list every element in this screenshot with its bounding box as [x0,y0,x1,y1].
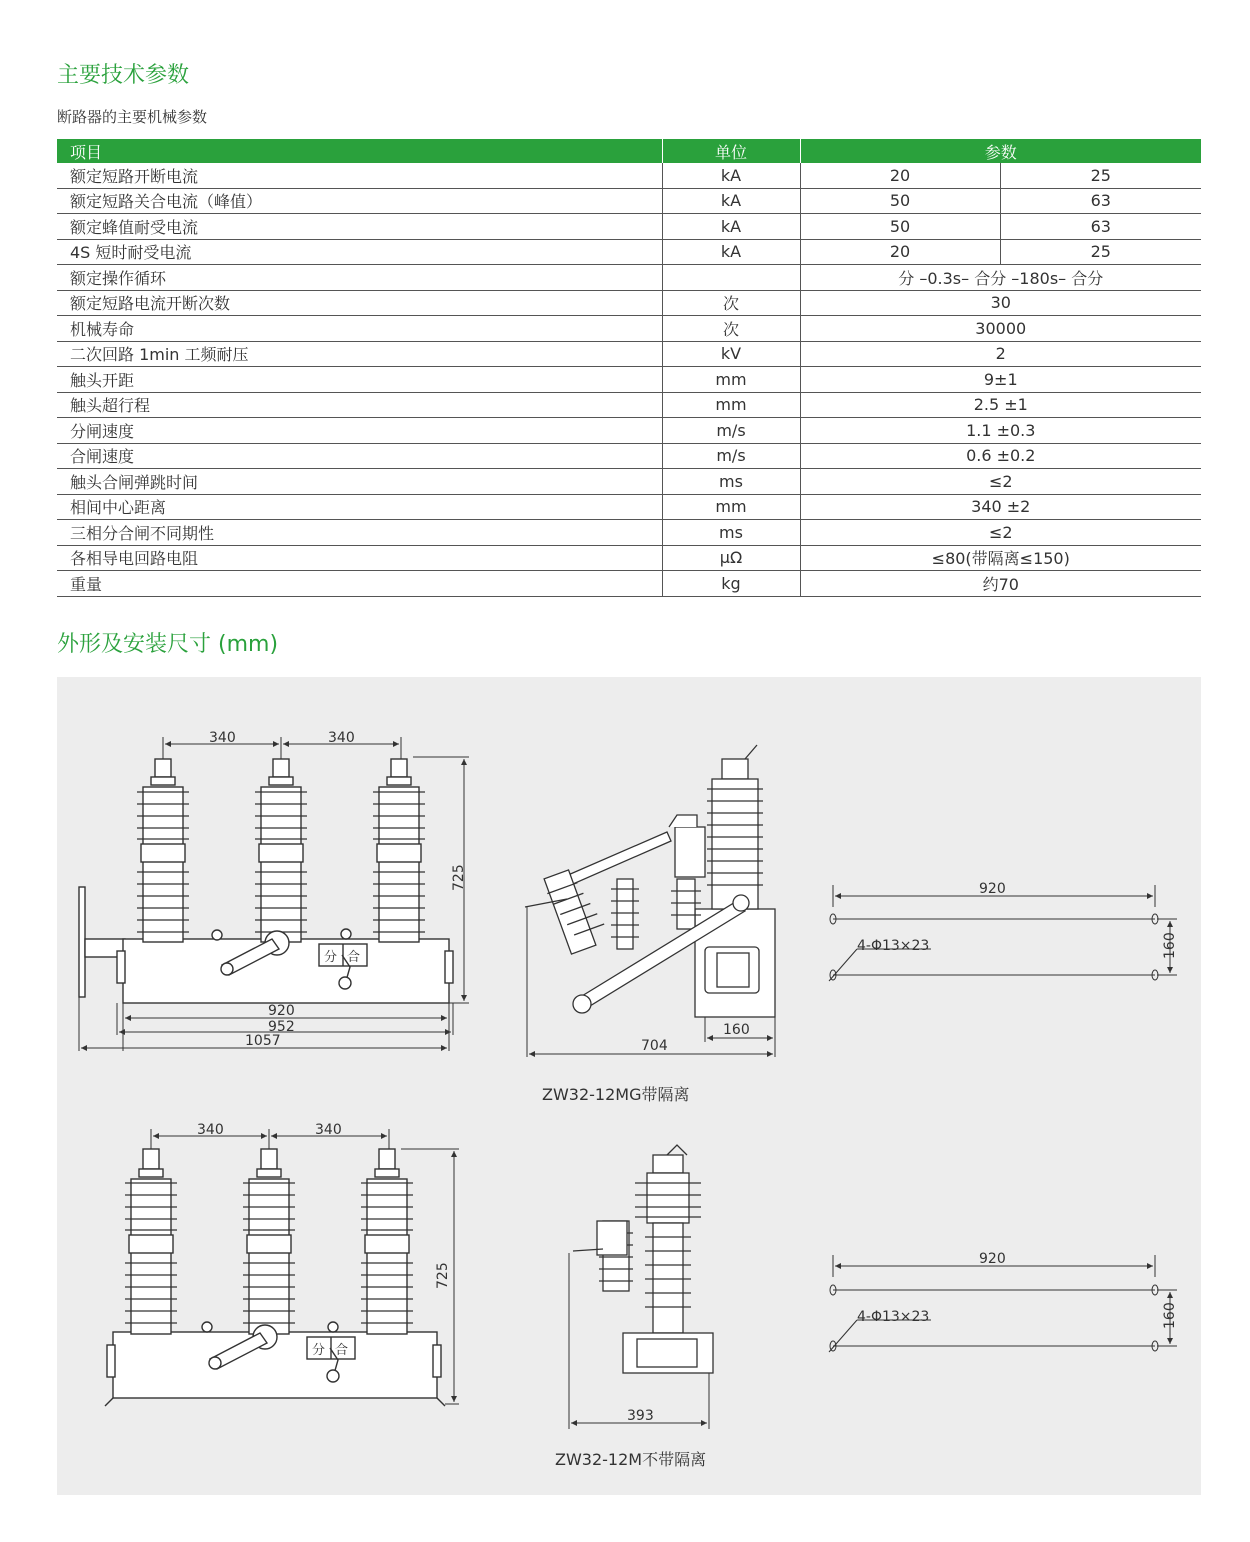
row-value: 1.1 ±0.3 [800,418,1201,444]
row-value-20ka: 20 [800,163,1000,188]
row-unit: kA [662,214,800,240]
dimensions-title: 外形及安装尺寸 (mm) [57,632,279,657]
row-item-label: 机械寿命 [57,316,662,342]
table-row [57,571,1201,597]
row-value: 2.5 ±1 [800,392,1201,418]
parameters-table [57,139,1201,597]
row-item-label: 分闸速度 [57,418,662,444]
row-item-label: 重量 [57,571,662,597]
row-value: 30 [800,290,1201,316]
row-unit: kg [662,571,800,597]
front-view-mg [79,759,453,1003]
row-unit: ms [662,469,800,495]
pole-6 [365,1149,409,1334]
row-unit: kV [662,341,800,367]
header-param: 参数 [800,139,1201,163]
close-label-2: 合 [335,1343,349,1358]
header-item: 项目 [57,139,662,163]
dim-height: 725 [451,864,467,891]
row-value-20ka: 50 [800,188,1000,214]
row-value-25ka: 25 [1000,239,1201,265]
row-value-25ka: 63 [1000,214,1201,240]
caption-m: ZW32-12M不带隔离 [555,1450,707,1469]
row-value-20ka: 20 [800,239,1000,265]
pole-1 [141,759,185,942]
front-view-m [105,1149,445,1406]
open-label: 分 [324,950,338,965]
row-unit: 次 [662,290,800,316]
table-header-row [57,139,1201,163]
row-unit [662,265,800,291]
table-row [57,469,1201,495]
dim-pitch-3: 340 [197,1122,224,1138]
row-unit: m/s [662,418,800,444]
dim-height-2: 725 [435,1262,451,1289]
dim-920: 920 [268,1003,295,1019]
pole-5 [247,1149,291,1334]
row-unit: 次 [662,316,800,342]
row-item-label: 额定短路关合电流（峰值） [57,188,662,214]
close-label: 合 [347,950,361,965]
hole-spec-1: 4-Φ13×23 [857,938,930,954]
pole-4 [129,1149,173,1334]
row-item-label: 各相导电回路电阻 [57,545,662,571]
row-unit: kA [662,188,800,214]
row-item-label: 相间中心距离 [57,494,662,520]
caption-mg: ZW32-12MG带隔离 [542,1085,690,1104]
dim-393: 393 [627,1408,654,1424]
table-row [57,290,1201,316]
pole-3 [377,759,421,942]
dim-952: 952 [268,1019,295,1035]
row-value: ≤2 [800,520,1201,546]
drawing-panel [57,677,1201,1495]
hole-span-1: 920 [979,881,1006,897]
hole-pitch-2: 160 [1162,1302,1178,1329]
table-row [57,545,1201,571]
row-value-25ka: 25 [1000,163,1201,188]
open-label-2: 分 [312,1343,326,1358]
row-value: 340 ±2 [800,494,1201,520]
row-value-20ka: 50 [800,214,1000,240]
hole-span-2: 920 [979,1251,1006,1267]
hole-spec-2: 4-Φ13×23 [857,1309,930,1325]
hole-pitch-1: 160 [1162,932,1178,959]
table-subtitle: 断路器的主要机械参数 [57,108,208,126]
table-row [57,214,1201,240]
row-item-label: 触头超行程 [57,392,662,418]
table-row [57,188,1201,214]
row-unit: kA [662,239,800,265]
dim-pitch-2: 340 [328,730,355,746]
row-item-label: 额定短路电流开断次数 [57,290,662,316]
row-item-label: 二次回路 1min 工频耐压 [57,341,662,367]
row-item-label: 4S 短时耐受电流 [57,239,662,265]
dim-side-160: 160 [723,1022,750,1038]
row-unit: ms [662,520,800,546]
table-row [57,163,1201,188]
dim-1057: 1057 [245,1033,281,1049]
row-item-label: 合闸速度 [57,443,662,469]
row-item-label: 额定短路开断电流 [57,163,662,188]
row-value: 2 [800,341,1201,367]
dim-pitch-1: 340 [209,730,236,746]
row-item-label: 触头合闸弹跳时间 [57,469,662,495]
row-value: 0.6 ±0.2 [800,443,1201,469]
row-item-label: 三相分合闸不同期性 [57,520,662,546]
row-unit: mm [662,494,800,520]
dim-pitch-4: 340 [315,1122,342,1138]
section-title: 主要技术参数 [57,63,190,88]
table-row [57,392,1201,418]
row-value: 9±1 [800,367,1201,393]
table-row [57,520,1201,546]
row-unit: mm [662,392,800,418]
row-value-25ka: 63 [1000,188,1201,214]
pole-2 [259,759,303,942]
table-row [57,239,1201,265]
hole-pattern-1 [829,885,1177,981]
table-row [57,367,1201,393]
row-value: 分 –0.3s– 合分 –180s– 合分 [800,265,1201,291]
row-value: 30000 [800,316,1201,342]
row-value: 约70 [800,571,1201,597]
table-row [57,316,1201,342]
header-unit: 单位 [662,139,800,163]
table-row [57,494,1201,520]
row-item-label: 触头开距 [57,367,662,393]
row-value: ≤2 [800,469,1201,495]
row-item-label: 额定操作循环 [57,265,662,291]
row-unit: kA [662,163,800,188]
row-unit: μΩ [662,545,800,571]
table-row [57,418,1201,444]
table-row [57,341,1201,367]
row-unit: m/s [662,443,800,469]
side-view-m [573,1145,713,1373]
hole-pattern-2 [829,1255,1177,1352]
table-row [57,265,1201,291]
row-item-label: 额定蜂值耐受电流 [57,214,662,240]
row-value: ≤80(带隔离≤150) [800,545,1201,571]
table-row [57,443,1201,469]
dim-704: 704 [641,1038,668,1054]
row-unit: mm [662,367,800,393]
side-view-mg [525,745,775,1017]
